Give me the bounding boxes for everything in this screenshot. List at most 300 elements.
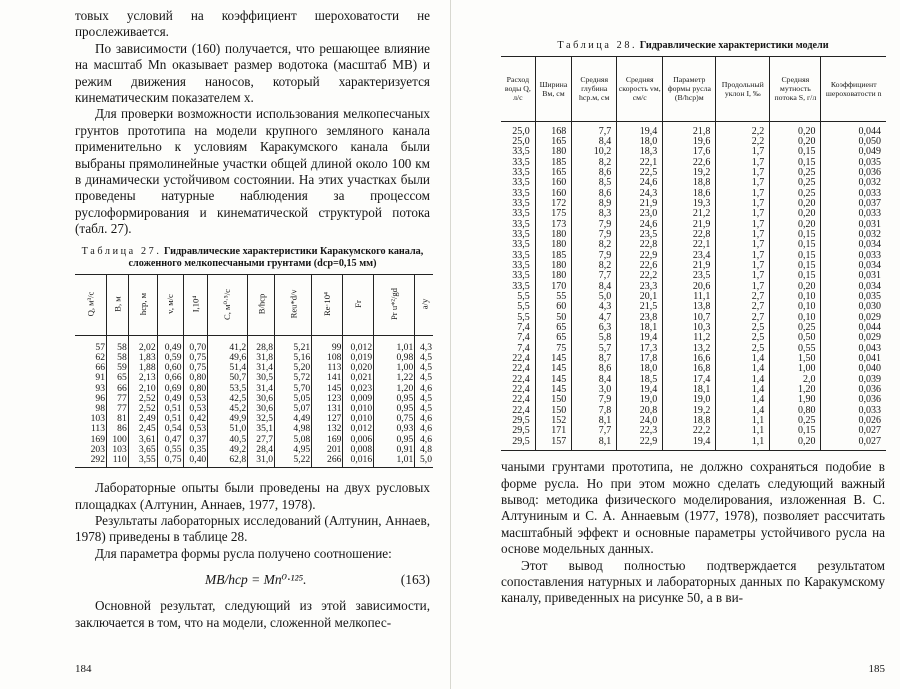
table27-cell: 0,42 bbox=[183, 414, 208, 424]
table27-cell: 30,6 bbox=[248, 404, 275, 414]
table28-cell: 18,1 bbox=[663, 385, 716, 395]
table27-cell: 0,37 bbox=[183, 435, 208, 445]
table28-cell: 13,8 bbox=[663, 302, 716, 312]
table28-cell: 17,8 bbox=[617, 354, 663, 364]
table28-cell: 1,1 bbox=[716, 416, 770, 426]
table27-cell: 0,40 bbox=[183, 455, 208, 468]
table27-cell: 0,95 bbox=[374, 394, 415, 404]
table28-cell: 22,4 bbox=[512, 404, 530, 416]
table27-cell: 0,012 bbox=[343, 335, 374, 353]
table28-cell: 0,027 bbox=[821, 426, 886, 436]
table27-cell: 98 bbox=[95, 402, 106, 414]
table28-cell: 17,4 bbox=[663, 375, 716, 385]
table28-header-cell: Средняя мутность потока S, г/л bbox=[770, 56, 821, 121]
table28-cell: 1,1 bbox=[716, 437, 770, 451]
table27 bbox=[75, 274, 433, 468]
table27-row bbox=[75, 435, 433, 445]
table27-cell: 86 bbox=[107, 424, 129, 434]
table28-cell: 22,1 bbox=[663, 240, 716, 250]
table28-cell: 0,15 bbox=[770, 251, 821, 261]
formula-163 bbox=[75, 572, 430, 588]
table28-cell: 22,4 bbox=[512, 373, 530, 385]
table28-cell: 1,7 bbox=[716, 209, 770, 219]
table28-cell: 18,3 bbox=[617, 147, 663, 157]
table27-cell: 0,55 bbox=[157, 445, 183, 455]
table28-cell: 33,5 bbox=[512, 228, 530, 240]
table27-cell: 2,02 bbox=[128, 335, 157, 353]
table28-cell: 1,7 bbox=[716, 251, 770, 261]
table28-cell: 8,6 bbox=[572, 168, 617, 178]
table27-cell: 81 bbox=[107, 414, 129, 424]
table28-cell: 18,5 bbox=[617, 375, 663, 385]
table28-cell: 0,15 bbox=[770, 240, 821, 250]
table28-cell: 0,20 bbox=[770, 282, 821, 292]
table27-cell: 0,010 bbox=[343, 404, 374, 414]
table28-cell: 1,20 bbox=[770, 385, 821, 395]
table28-label: Таблица 28. bbox=[557, 40, 638, 51]
table27-cell: 169 bbox=[312, 435, 343, 445]
table28-cell: 2,5 bbox=[716, 344, 770, 354]
table28-cell: 33,5 bbox=[512, 187, 530, 199]
table28-cell: 7,7 bbox=[572, 271, 617, 281]
table28-row bbox=[501, 178, 886, 188]
table27-cell: 2,13 bbox=[128, 373, 157, 383]
table27-cell: 3,61 bbox=[128, 435, 157, 445]
table27-cell: 4,5 bbox=[415, 394, 433, 404]
table28-cell: 22,8 bbox=[663, 230, 716, 240]
paragraph: Для проверки возможности использования мелкопесчаных грунтов прототипа на модели крупного земляного канала применительно к условиям Каракумского канала были выбраны прямолинейные участки общей длиной около 100 км в динамически устойчивом состоянии. На этих участках были проведены натурные наблюдения за процессом руслоформирования и кинематической структурой потока (табл. 27). bbox=[75, 106, 430, 237]
table27-title: Гидравлические характеристики Каракумского канала, сложенного мелкопесчаными грунтами (dср=0,15 мм) bbox=[128, 245, 424, 270]
table27-header-text: Q, м³/с bbox=[85, 291, 96, 317]
table27-cell: 141 bbox=[312, 373, 343, 383]
table28-header-cell: Продольный уклон I, ‰ bbox=[716, 56, 770, 121]
table27-header-cell bbox=[312, 274, 343, 335]
table28-cell: 1,7 bbox=[716, 189, 770, 199]
table27-cell: 32,5 bbox=[248, 414, 275, 424]
table27-cell: 62,8 bbox=[208, 455, 248, 468]
table27-header-cell bbox=[75, 274, 107, 335]
table28-cell: 8,7 bbox=[572, 354, 617, 364]
table28-cell: 0,15 bbox=[770, 271, 821, 281]
table28-cell: 7,8 bbox=[572, 406, 617, 416]
table28-cell: 0,25 bbox=[770, 168, 821, 178]
table28-cell: 22,6 bbox=[617, 261, 663, 271]
table28-cell: 25,0 bbox=[512, 125, 530, 137]
table28-cell: 8,1 bbox=[572, 416, 617, 426]
table28-cell: 1,7 bbox=[716, 147, 770, 157]
table28-cell: 1,50 bbox=[770, 354, 821, 364]
table27-cell: 0,020 bbox=[343, 363, 374, 373]
table27-cell: 5,20 bbox=[275, 363, 312, 373]
table27-cell: 3,65 bbox=[128, 445, 157, 455]
table27-cell: 0,49 bbox=[157, 394, 183, 404]
table27-row bbox=[75, 414, 433, 424]
table28-header-cell: Средняя глубина hср.м, см bbox=[572, 56, 617, 121]
table28-cell: 24,6 bbox=[617, 178, 663, 188]
table28-cell: 0,55 bbox=[770, 344, 821, 354]
table27-cell: 0,91 bbox=[374, 445, 415, 455]
table28-cell: 0,10 bbox=[770, 292, 821, 302]
table28-cell: 19,2 bbox=[663, 168, 716, 178]
table28-cell: 0,25 bbox=[770, 189, 821, 199]
table28-cell: 23,4 bbox=[663, 251, 716, 261]
table28-cell: 0,034 bbox=[821, 261, 886, 271]
table28-cell: 3,0 bbox=[572, 385, 617, 395]
table28-cell: 19,4 bbox=[617, 385, 663, 395]
table28-header-cell: Средняя скорость vм, см/с bbox=[617, 56, 663, 121]
table28-cell: 0,20 bbox=[770, 137, 821, 147]
table27-header-cell bbox=[183, 274, 208, 335]
table27-cell: 4,8 bbox=[415, 445, 433, 455]
table27-cell: 30,5 bbox=[248, 373, 275, 383]
table28-cell: 0,036 bbox=[821, 395, 886, 405]
table28-cell: 33,5 bbox=[512, 249, 530, 261]
table28-cell: 5,5 bbox=[517, 311, 530, 323]
table27-row bbox=[75, 353, 433, 363]
table27-cell: 127 bbox=[312, 414, 343, 424]
table28-cell: 21,9 bbox=[617, 199, 663, 209]
table28-cell: 7,7 bbox=[572, 121, 617, 137]
table28-cell: 6,3 bbox=[572, 323, 617, 333]
table27-cell: 0,47 bbox=[157, 435, 183, 445]
table28-cell: 22,5 bbox=[617, 168, 663, 178]
table27-cell: 108 bbox=[312, 353, 343, 363]
table28-header-cell: Коэффициент шероховатости n bbox=[821, 56, 886, 121]
table27-cell: 53,5 bbox=[208, 384, 248, 394]
table27-cell: 58 bbox=[107, 353, 129, 363]
table28-cell: 20,6 bbox=[663, 282, 716, 292]
table28-cell: 185 bbox=[535, 251, 571, 261]
table28-cell: 0,033 bbox=[821, 406, 886, 416]
table28-cell: 0,044 bbox=[821, 323, 886, 333]
table28-cell: 1,7 bbox=[716, 271, 770, 281]
table28-header-cell: Параметр формы русла (B/hср)м bbox=[663, 56, 716, 121]
table28-cell: 172 bbox=[535, 199, 571, 209]
table28-cell: 1,4 bbox=[716, 395, 770, 405]
table27-cell: 4,6 bbox=[415, 384, 433, 394]
table28-cell: 0,80 bbox=[770, 406, 821, 416]
table28-cell: 165 bbox=[535, 168, 571, 178]
paragraph: чаными грунтами прототипа, не должно сохраняться подобие в форме русла. Но при этом можно сделать следующий важный вывод: методика физического моделирования, изложенная В. С. Алтуниным и С. А. Аннаевым (1977, 1978), позволяет рассчитать масштабный эффект и основные параметры устойчивого русла на основе модельных данных. bbox=[501, 459, 885, 557]
table28-cell: 7,4 bbox=[517, 322, 530, 334]
table28-row bbox=[501, 147, 886, 157]
table28-cell: 1,4 bbox=[716, 375, 770, 385]
table27-header-cell bbox=[275, 274, 312, 335]
table27-cell: 99 bbox=[312, 335, 343, 353]
table27-cell: 31,4 bbox=[248, 384, 275, 394]
table28-cell: 19,6 bbox=[663, 137, 716, 147]
table28-cell: 33,5 bbox=[512, 166, 530, 178]
table27-header-text: Pr u*²/gd bbox=[389, 288, 400, 321]
table28-cell: 0,50 bbox=[770, 333, 821, 343]
table28-cell: 18,8 bbox=[663, 178, 716, 188]
table27-cell: 0,80 bbox=[183, 384, 208, 394]
table28-cell: 5,5 bbox=[517, 301, 530, 313]
table28-cell: 8,2 bbox=[572, 261, 617, 271]
table28-cell: 22,6 bbox=[663, 158, 716, 168]
paragraph: Этот вывод полностью подтверждается результатом сопоставления натурных и лабораторных данных по Каракумскому каналу, приведенных на рисунке 50, а в ви- bbox=[501, 557, 885, 606]
table28-row bbox=[501, 121, 886, 137]
table28-cell: 0,044 bbox=[821, 121, 886, 137]
table27-cell: 2,52 bbox=[128, 394, 157, 404]
table28-cell: 18,0 bbox=[617, 137, 663, 147]
table27-cell: 58 bbox=[107, 335, 129, 353]
table28-cell: 8,1 bbox=[572, 437, 617, 451]
table28-cell: 10,3 bbox=[663, 323, 716, 333]
table27-cell: 0,80 bbox=[183, 373, 208, 383]
table27-cell: 31,0 bbox=[248, 455, 275, 468]
table28-cell: 8,4 bbox=[572, 282, 617, 292]
table28-cell: 1,1 bbox=[716, 426, 770, 436]
paragraph: По зависимости (160) получается, что решающее влияние на масштаб Mn оказывает размер водотока (масштаб MB) и режим движения наносов, который характеризуется кинематическим показателем x. bbox=[75, 40, 430, 106]
paragraph: Основной результат, следующий из этой зависимости, заключается в том, что на модели, сложенной мелкопес- bbox=[75, 598, 430, 630]
table27-cell: 0,51 bbox=[157, 414, 183, 424]
table28-cell: 23,5 bbox=[617, 230, 663, 240]
table28-cell: 0,026 bbox=[821, 416, 886, 426]
table27-cell: 0,006 bbox=[343, 435, 374, 445]
table27-cell: 103 bbox=[90, 413, 106, 425]
table27-cell: 113 bbox=[312, 363, 343, 373]
table27-cell: 77 bbox=[107, 394, 129, 404]
table27-header-text: Fr bbox=[353, 300, 364, 309]
table28-cell: 18,6 bbox=[663, 189, 716, 199]
table27-cell: 0,98 bbox=[374, 353, 415, 363]
table27-cell: 3,55 bbox=[128, 455, 157, 468]
table28-cell: 0,029 bbox=[821, 313, 886, 323]
table27-cell: 0,70 bbox=[183, 335, 208, 353]
table28-cell: 0,10 bbox=[770, 302, 821, 312]
table28-cell: 22,2 bbox=[663, 426, 716, 436]
table28-cell: 0,15 bbox=[770, 261, 821, 271]
table28-row bbox=[501, 437, 886, 451]
table27-cell: 49,2 bbox=[208, 445, 248, 455]
table27-cell: 66 bbox=[95, 362, 106, 374]
table28-cell: 33,5 bbox=[512, 208, 530, 220]
table28-cell: 0,10 bbox=[770, 313, 821, 323]
table27-body bbox=[75, 335, 433, 467]
table27-cell: 28,4 bbox=[248, 445, 275, 455]
table28-cell: 33,5 bbox=[512, 197, 530, 209]
table28-cell: 2,2 bbox=[716, 121, 770, 137]
table28-cell: 22,1 bbox=[617, 158, 663, 168]
table28-cell: 19,4 bbox=[617, 333, 663, 343]
table27-cell: 1,83 bbox=[128, 353, 157, 363]
table28-cell: 0,030 bbox=[821, 302, 886, 312]
table27-cell: 4,6 bbox=[415, 435, 433, 445]
table27-header-text: I,10⁴ bbox=[190, 295, 201, 313]
table27-row bbox=[75, 384, 433, 394]
table28-cell: 22,2 bbox=[617, 271, 663, 281]
table27-cell: 66 bbox=[107, 384, 129, 394]
table28-cell: 0,033 bbox=[821, 209, 886, 219]
paragraph: Лабораторные опыты были проведены на двух русловых площадках (Алтунин, Аннаев, 1977, 1978). bbox=[75, 480, 430, 512]
table27-cell: 49,6 bbox=[208, 353, 248, 363]
table28-cell: 180 bbox=[535, 230, 571, 240]
table28-cell: 33,5 bbox=[512, 280, 530, 292]
table27-cell: 1,20 bbox=[374, 384, 415, 394]
table28-cell: 0,20 bbox=[770, 121, 821, 137]
table27-cell: 0,021 bbox=[343, 373, 374, 383]
table28-cell: 8,4 bbox=[572, 137, 617, 147]
table28-cell: 19,2 bbox=[663, 406, 716, 416]
table28-cell: 160 bbox=[535, 178, 571, 188]
table27-header-text: Reu*d/ν bbox=[288, 289, 299, 319]
table27-cell: 131 bbox=[312, 404, 343, 414]
table27-cell: 49,9 bbox=[208, 414, 248, 424]
table27-cell: 145 bbox=[312, 384, 343, 394]
table27-cell: 110 bbox=[107, 455, 129, 468]
table28-cell: 22,4 bbox=[512, 353, 530, 365]
table28-cell: 1,7 bbox=[716, 158, 770, 168]
table28-cell: 0,031 bbox=[821, 271, 886, 281]
table27-cell: 4,5 bbox=[415, 373, 433, 383]
table28-cell: 18,8 bbox=[663, 416, 716, 426]
table27-cell: 1,01 bbox=[374, 455, 415, 468]
table28-cell: 8,2 bbox=[572, 240, 617, 250]
table28-cell: 75 bbox=[535, 344, 571, 354]
table28-cell: 21,2 bbox=[663, 209, 716, 219]
table28-cell: 33,5 bbox=[512, 146, 530, 158]
table28-cell: 19,0 bbox=[663, 395, 716, 405]
table28-cell: 145 bbox=[535, 385, 571, 395]
table28-cell: 5,5 bbox=[517, 291, 530, 302]
table28-cell: 5,7 bbox=[572, 344, 617, 354]
table27-row bbox=[75, 455, 433, 468]
table27-header-cell bbox=[208, 274, 248, 335]
table27-cell: 0,69 bbox=[157, 384, 183, 394]
table28-cell: 22,3 bbox=[617, 426, 663, 436]
table28-cell: 21,5 bbox=[617, 302, 663, 312]
table27-cell: 0,009 bbox=[343, 394, 374, 404]
table27-header-text: v, м/с bbox=[165, 294, 176, 315]
table28-cell: 8,6 bbox=[572, 364, 617, 374]
table28-cell: 16,6 bbox=[663, 354, 716, 364]
table27-cell: 5,72 bbox=[275, 373, 312, 383]
table27-cell: 5,70 bbox=[275, 384, 312, 394]
table27-cell: 5,22 bbox=[275, 455, 312, 468]
table28-cell: 20,8 bbox=[617, 406, 663, 416]
table28-cell: 180 bbox=[535, 261, 571, 271]
table27-cell: 51,0 bbox=[208, 424, 248, 434]
table27-cell: 5,07 bbox=[275, 404, 312, 414]
table28-cell: 55 bbox=[535, 292, 571, 302]
table28-cell: 0,25 bbox=[770, 416, 821, 426]
page-number: 184 bbox=[75, 663, 92, 675]
table27-header-cell bbox=[157, 274, 183, 335]
table28-cell: 0,034 bbox=[821, 240, 886, 250]
table27-label: Таблица 27. bbox=[81, 245, 162, 257]
table28-cell: 152 bbox=[535, 416, 571, 426]
table27-cell: 77 bbox=[107, 404, 129, 414]
table28-cell: 18,1 bbox=[617, 323, 663, 333]
table28-cell: 19,4 bbox=[663, 437, 716, 451]
table28-cell: 23,5 bbox=[663, 271, 716, 281]
table28-cell: 0,035 bbox=[821, 158, 886, 168]
table28-cell: 33,5 bbox=[512, 156, 530, 168]
table28-cell: 65 bbox=[535, 323, 571, 333]
table28-cell: 0,050 bbox=[821, 137, 886, 147]
table28-cell: 0,041 bbox=[821, 354, 886, 364]
table27-cell: 103 bbox=[107, 445, 129, 455]
table27-cell: 42,5 bbox=[208, 394, 248, 404]
table28-cell: 180 bbox=[535, 240, 571, 250]
table28-cell: 2,7 bbox=[716, 302, 770, 312]
table28-cell: 0,034 bbox=[821, 282, 886, 292]
table27-cell: 41,2 bbox=[208, 335, 248, 353]
table27-cell: 0,93 bbox=[374, 424, 415, 434]
table27-cell: 0,75 bbox=[374, 414, 415, 424]
table28-cell: 19,0 bbox=[617, 395, 663, 405]
table27-cell: 50,7 bbox=[208, 373, 248, 383]
table28-cell: 0,15 bbox=[770, 230, 821, 240]
table27-cell: 0,53 bbox=[183, 394, 208, 404]
table28-cell: 20,1 bbox=[617, 292, 663, 302]
table28-cell: 0,032 bbox=[821, 178, 886, 188]
table27-cell: 0,35 bbox=[183, 445, 208, 455]
table27-cell: 4,5 bbox=[415, 363, 433, 373]
table27-cell: 30,6 bbox=[248, 394, 275, 404]
table28-cell: 145 bbox=[535, 364, 571, 374]
table27-header-cell bbox=[107, 274, 129, 335]
table28-cell: 65 bbox=[535, 333, 571, 343]
table28-cell: 24,3 bbox=[617, 189, 663, 199]
table27-cell: 5,21 bbox=[275, 335, 312, 353]
table28-cell: 0,20 bbox=[770, 209, 821, 219]
table27-cell: 93 bbox=[95, 382, 106, 394]
table28-cell: 22,4 bbox=[512, 384, 530, 396]
table28-cell: 165 bbox=[535, 137, 571, 147]
table28-cell: 17,6 bbox=[663, 147, 716, 157]
table28-cell: 180 bbox=[535, 271, 571, 281]
table28-cell: 11,2 bbox=[663, 333, 716, 343]
table27-cell: 1,01 bbox=[374, 335, 415, 353]
table28-cell: 1,7 bbox=[716, 261, 770, 271]
table28-cell: 145 bbox=[535, 375, 571, 385]
table28-cell: 7,9 bbox=[572, 251, 617, 261]
table27-cell: 35,1 bbox=[248, 424, 275, 434]
table27-cell: 266 bbox=[312, 455, 343, 468]
table27-cell: 2,52 bbox=[128, 404, 157, 414]
right-page bbox=[450, 0, 900, 689]
table27-header-text: Re·10⁴ bbox=[322, 292, 333, 317]
table27-row bbox=[75, 394, 433, 404]
table28-cell: 0,033 bbox=[821, 251, 886, 261]
table28-cell: 0,029 bbox=[821, 333, 886, 343]
table28-cell: 0,032 bbox=[821, 230, 886, 240]
table27-cell: 4,95 bbox=[275, 445, 312, 455]
table27-cell: 4,3 bbox=[415, 335, 433, 353]
table27-cell: 5,05 bbox=[275, 394, 312, 404]
table28-cell: 8,9 bbox=[572, 199, 617, 209]
table28-cell: 0,043 bbox=[821, 344, 886, 354]
table27-header-cell bbox=[128, 274, 157, 335]
table27-cell: 201 bbox=[312, 445, 343, 455]
table27-cell: 4,5 bbox=[415, 353, 433, 363]
formula-number: (163) bbox=[400, 572, 430, 588]
table28-caption bbox=[501, 40, 885, 53]
table27-cell: 0,95 bbox=[374, 435, 415, 445]
table27-cell: 1,22 bbox=[374, 373, 415, 383]
table27-caption bbox=[75, 246, 430, 271]
table28-cell: 0,25 bbox=[770, 178, 821, 188]
table28-cell: 23,0 bbox=[617, 209, 663, 219]
table28-cell: 16,8 bbox=[663, 364, 716, 374]
table27-header-cell bbox=[248, 274, 275, 335]
table28-cell: 1,7 bbox=[716, 230, 770, 240]
table28-cell: 8,5 bbox=[572, 178, 617, 188]
table28-cell: 13,2 bbox=[663, 344, 716, 354]
table28-cell: 150 bbox=[535, 395, 571, 405]
